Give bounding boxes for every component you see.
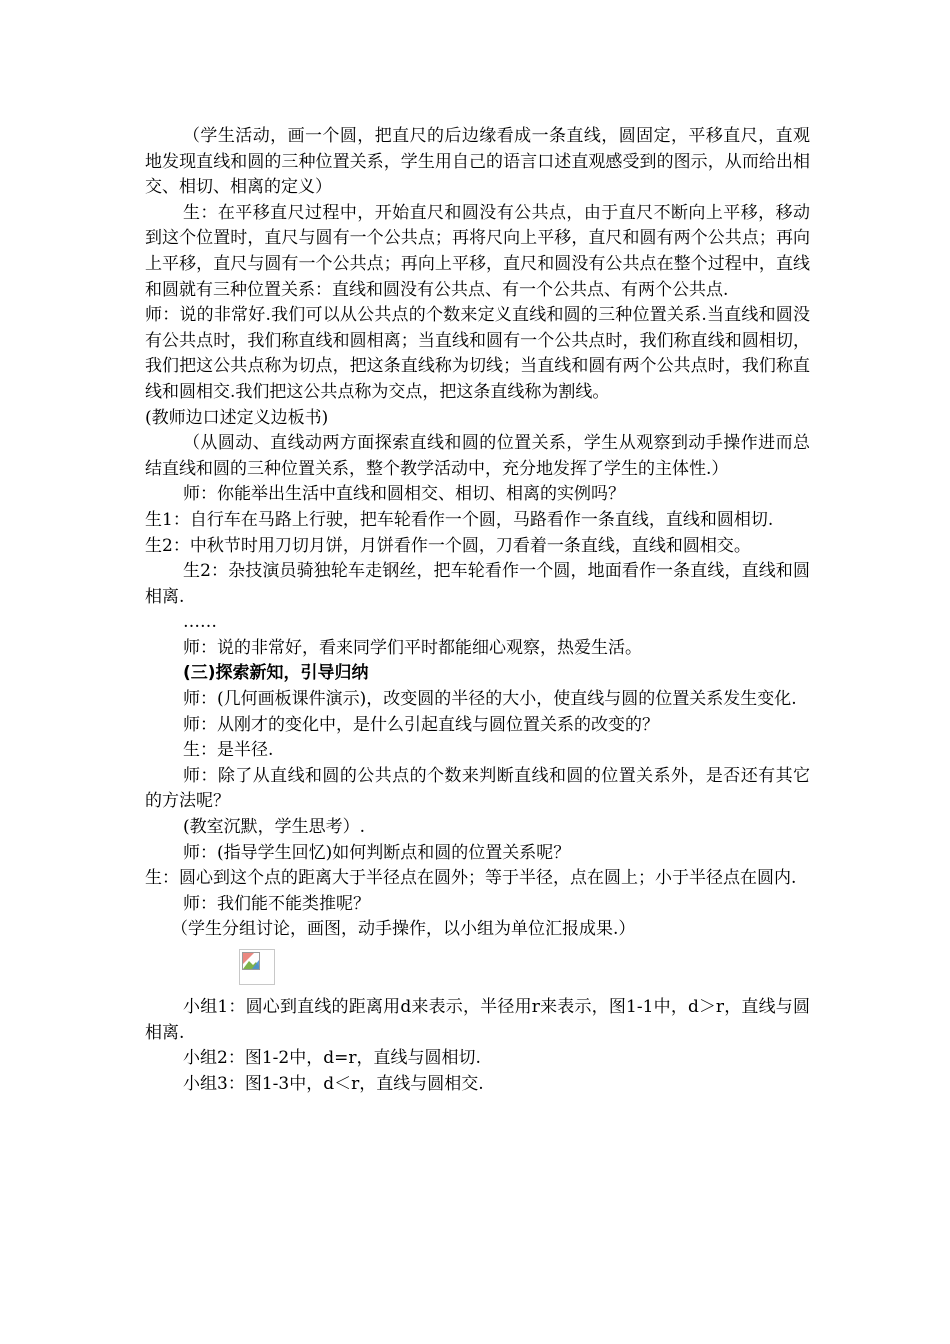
broken-image-placeholder — [239, 949, 275, 985]
document-body — [145, 124, 810, 1097]
paragraph: 小组3：图1-3中，d＜r，直线与圆相交. — [183, 1073, 484, 1094]
paragraph: 师：我们能不能类推呢？ — [183, 893, 370, 914]
paragraph: 生：圆心到这个点的距离大于半径点在圆外；等于半径，点在圆上；小于半径点在圆内. — [145, 868, 797, 889]
paragraph: …… — [183, 612, 217, 633]
broken-image-icon — [242, 952, 260, 970]
paragraph: 师：说的非常好，看来同学们平时都能细心观察，热爱生活。 — [183, 637, 642, 658]
paragraph: 生1：自行车在马路上行驶，把车轮看作一个圆，马路看作一条直线，直线和圆相切. — [145, 509, 774, 530]
paragraph: 师：从刚才的变化中，是什么引起直线与圆位置关系的改变的？ — [183, 714, 659, 735]
paragraph: 小组2：图1-2中，d=r，直线与圆相切. — [183, 1048, 481, 1069]
paragraph: （学生活动，画一个圆，把直尺的后边缘看成一条直线，圆固定，平移直尺，直观地发现直线和圆的三种位置关系，学生用自己的语言口述直观感受到的图示，从而给出相交、相切、相离的定义） — [145, 126, 810, 198]
paragraph: （学生分组讨论，画图，动手操作，以小组为单位汇报成果.） — [171, 919, 636, 940]
section-heading: (三)探索新知，引导归纳 — [183, 663, 369, 684]
paragraph: 师：(指导学生回忆)如何判断点和圆的位置关系呢？ — [183, 842, 571, 863]
paragraph: 生：在平移直尺过程中，开始直尺和圆没有公共点，由于直尺不断向上平移，移动到这个位置时，直尺与圆有一个公共点；再将尺向上平移，直尺和圆有两个公共点；再向上平移，直尺与圆有一个公共点；再向上平移，直尺和圆没有公共点在整个过程中，直线和圆就有三种位置关系：直线和圆没有公共点、有一个公共点、有两个公共点. — [145, 202, 810, 300]
paragraph: （从圆动、直线动两方面探索直线和圆的位置关系，学生从观察到动手操作进而总结直线和圆的三种位置关系，整个教学活动中，充分地发挥了学生的主体性.） — [145, 433, 810, 479]
paragraph: 师：(几何画板课件演示)，改变圆的半径的大小，使直线与圆的位置关系发生变化. — [183, 689, 797, 710]
paragraph: 师：你能举出生活中直线和圆相交、相切、相离的实例吗？ — [183, 484, 625, 505]
paragraph: (教师边口述定义边板书) — [145, 407, 329, 428]
paragraph: 生2：中秋节时用刀切月饼，月饼看作一个圆，刀看着一条直线，直线和圆相交。 — [145, 535, 751, 556]
paragraph: 小组1：圆心到直线的距离用d来表示，半径用r来表示，图1-1中，d＞r，直线与圆相离. — [145, 997, 810, 1043]
paragraph: 生：是半径. — [183, 740, 274, 761]
paragraph: 师：除了从直线和圆的公共点的个数来判断直线和圆的位置关系外，是否还有其它的方法呢？ — [145, 765, 810, 812]
paragraph: 生2：杂技演员骑独轮车走钢丝，把车轮看作一个圆，地面看作一条直线，直线和圆相离. — [145, 561, 810, 607]
paragraph: (教室沉默，学生思考）. — [183, 817, 366, 838]
paragraph: 师：说的非常好.我们可以从公共点的个数来定义直线和圆的三种位置关系.当直线和圆没有公共点时，我们称直线和圆相离；当直线和圆有一个公共点时，我们称直线和圆相切，我们把这公共点称为切点，把这条直线称为切线；当直线和圆有两个公共点时，我们称直线和圆相交.我们把这公共点称为交点，把这条直线称为割线。 — [145, 305, 810, 402]
